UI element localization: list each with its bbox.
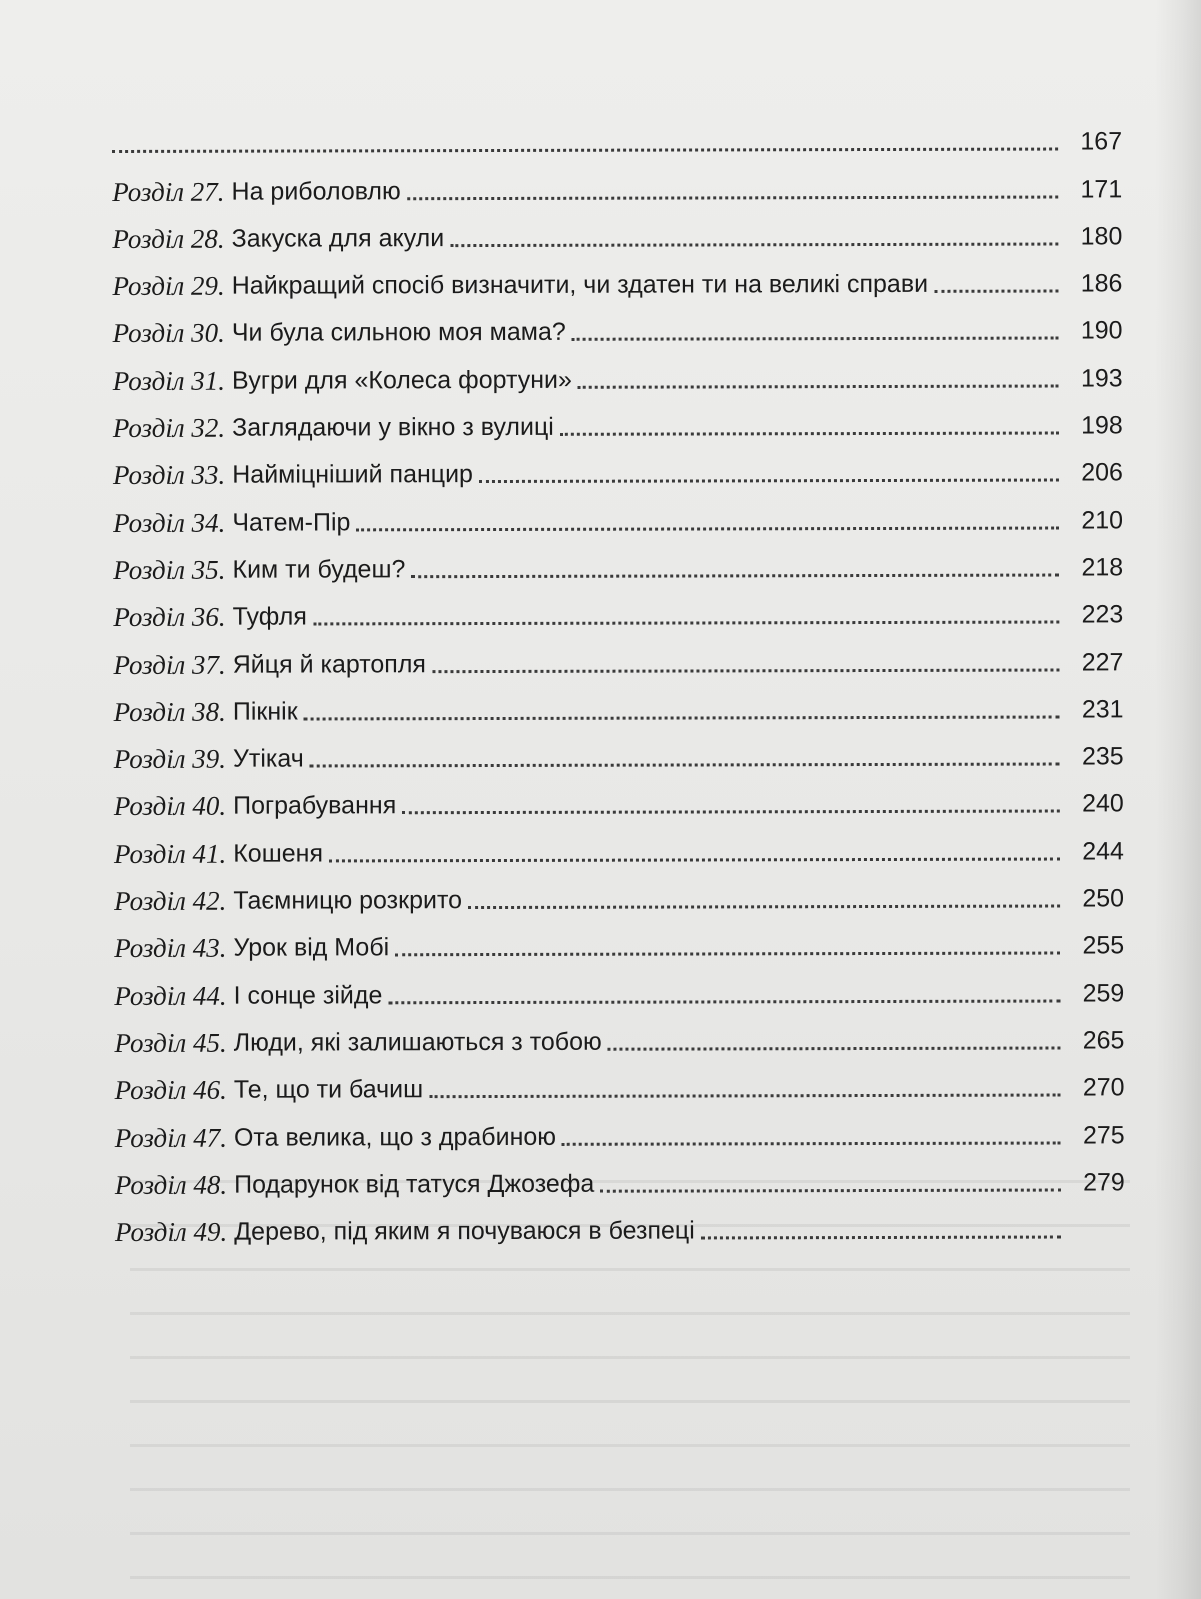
- chapter-label: Розділ 47.: [114, 1122, 228, 1153]
- dot-leader: [411, 573, 1059, 578]
- toc-entry: [112, 157, 1122, 207]
- page-number: 167: [1080, 127, 1123, 156]
- page-edge-shadow: [1155, 0, 1201, 1599]
- chapter-label: Розділ 38.: [113, 696, 226, 727]
- chapter-label: Розділ 46.: [114, 1074, 227, 1106]
- chapter-label: Розділ 27.: [112, 176, 225, 207]
- chapter-label: Розділ 35.: [113, 554, 226, 585]
- chapter-label: Розділ 31.: [112, 365, 226, 396]
- toc-entry: [114, 961, 1124, 1011]
- page-number: 190: [1080, 316, 1123, 345]
- dot-leader: [329, 857, 1060, 862]
- dot-leader: [562, 1141, 1061, 1145]
- chapter-title: Ким ти будеш?: [232, 555, 406, 584]
- chapter-label: Розділ 39.: [113, 743, 227, 775]
- toc-entry: [113, 346, 1123, 396]
- page-number: 250: [1082, 884, 1125, 913]
- chapter-title: На риболовлю: [231, 176, 401, 206]
- chapter-title: Наймiцніший панцир: [232, 460, 473, 490]
- page-number: 206: [1081, 458, 1123, 487]
- chapter-title: Яйця й картопля: [232, 649, 426, 679]
- page-number: 235: [1081, 742, 1124, 771]
- toc-entry: [114, 1055, 1124, 1105]
- chapter-title: Люди, які залишаються з тобою: [233, 1027, 602, 1057]
- page-number: 259: [1082, 978, 1125, 1008]
- page-number: 180: [1080, 222, 1123, 251]
- chapter-title: Урок від Мобі: [233, 933, 390, 963]
- page-number: 265: [1082, 1026, 1125, 1055]
- toc-entry: [113, 677, 1123, 727]
- toc-entry: [114, 772, 1124, 822]
- page-number: 193: [1080, 364, 1123, 393]
- chapter-title: Дерево, під яким я почуваюся в безпеці: [234, 1216, 695, 1246]
- dot-leader: [313, 621, 1059, 626]
- dot-leader: [572, 337, 1059, 341]
- dot-leader: [112, 148, 1058, 153]
- dot-leader: [450, 242, 1058, 247]
- page-number: 275: [1082, 1120, 1125, 1149]
- chapter-title: І сонце зійде: [233, 980, 383, 1010]
- page-number: 171: [1080, 174, 1123, 204]
- chapter-label: Розділ 37.: [113, 649, 226, 680]
- toc-entry: [115, 1197, 1125, 1247]
- page-number: 270: [1082, 1073, 1125, 1102]
- page-number: 255: [1082, 931, 1125, 960]
- chapter-label: Розділ 28.: [112, 223, 225, 254]
- toc-entry: [113, 440, 1123, 490]
- toc-entry: [115, 1150, 1125, 1200]
- chapter-title: Чатем-Пір: [232, 508, 351, 537]
- toc-entry: [112, 204, 1122, 254]
- toc-entry: [113, 488, 1123, 538]
- toc-entry: [112, 299, 1122, 349]
- chapter-title: Пікнік: [232, 697, 298, 726]
- chapter-label: Розділ 33.: [112, 460, 226, 491]
- dot-leader: [304, 715, 1060, 720]
- page-number: 244: [1082, 837, 1124, 866]
- chapter-title: Закуска для акули: [231, 224, 445, 253]
- chapter-title: Кошеня: [233, 839, 324, 868]
- table-of-contents: [112, 109, 1125, 1247]
- chapter-title: Утікач: [232, 744, 304, 773]
- page-number: 231: [1081, 695, 1124, 724]
- dot-leader: [468, 905, 1060, 910]
- chapter-label: Розділ 45.: [114, 1027, 227, 1058]
- dot-leader: [407, 195, 1058, 200]
- chapter-label: Розділ 34.: [113, 507, 226, 538]
- chapter-title: Таємницю розкрито: [233, 886, 463, 915]
- chapter-title: Те, що ти бачиш: [233, 1075, 424, 1104]
- chapter-title: Найкращий спосіб визначити, чи здатен ти на великі справи: [231, 270, 929, 300]
- chapter-label: Розділ 41.: [113, 838, 227, 869]
- page-number: 240: [1082, 789, 1124, 818]
- dot-leader: [701, 1236, 1061, 1240]
- chapter-label: Розділ 49.: [114, 1216, 228, 1248]
- toc-entry: [114, 819, 1124, 869]
- toc-entry: [114, 1008, 1124, 1058]
- chapter-title: Ота велика, що з драбиною: [233, 1122, 557, 1152]
- dot-leader: [432, 668, 1060, 673]
- chapter-title: Подарунок від татуся Джозефа: [234, 1169, 595, 1199]
- dot-leader: [934, 290, 1058, 293]
- chapter-label: Розділ 43.: [114, 933, 227, 964]
- dot-leader: [310, 763, 1060, 768]
- toc-entry: [113, 535, 1123, 585]
- chapter-label: Розділ 42.: [114, 885, 227, 917]
- dot-leader: [578, 384, 1059, 388]
- dot-leader: [560, 432, 1059, 436]
- toc-entry: [113, 582, 1123, 632]
- page-number: 218: [1081, 553, 1124, 582]
- toc-entry: [112, 251, 1122, 301]
- dot-leader: [388, 999, 1060, 1004]
- dot-leader: [479, 479, 1059, 484]
- toc-entry: [113, 630, 1123, 680]
- chapter-title: Туфля: [232, 602, 307, 631]
- toc-entry: [114, 866, 1124, 916]
- chapter-title: Пограбування: [233, 791, 397, 821]
- page-number: 223: [1081, 600, 1124, 629]
- chapter-title: Чи була сильною моя мама?: [231, 318, 566, 348]
- chapter-title: Заглядаючи у вікно з вулиці: [232, 412, 554, 442]
- chapter-label: Розділ 29.: [112, 270, 225, 302]
- page-number: 186: [1080, 269, 1123, 298]
- chapter-label: Розділ 32.: [112, 412, 226, 444]
- page-number: 279: [1083, 1168, 1125, 1197]
- chapter-label: Розділ 44.: [114, 980, 227, 1011]
- dot-leader: [600, 1188, 1061, 1192]
- chapter-label: Розділ 30.: [112, 318, 225, 349]
- chapter-label: Розділ 40.: [113, 791, 227, 822]
- toc-entry: [115, 1103, 1125, 1153]
- dot-leader: [429, 1094, 1060, 1099]
- chapter-label: Розділ 36.: [113, 601, 226, 633]
- page-number: 210: [1081, 506, 1124, 535]
- toc-entry: [113, 393, 1123, 443]
- dot-leader: [395, 952, 1060, 957]
- toc-entry: [114, 724, 1124, 774]
- chapter-label: Розділ 48.: [114, 1169, 228, 1200]
- dot-leader: [402, 810, 1060, 815]
- toc-row-continued: [112, 109, 1122, 159]
- page-number: 198: [1081, 411, 1123, 440]
- dot-leader: [356, 526, 1059, 531]
- page-number: 227: [1081, 647, 1124, 677]
- chapter-title: Вугри для «Колеса фортуни»: [231, 365, 572, 395]
- toc-entry: [114, 913, 1124, 963]
- dot-leader: [608, 1046, 1061, 1050]
